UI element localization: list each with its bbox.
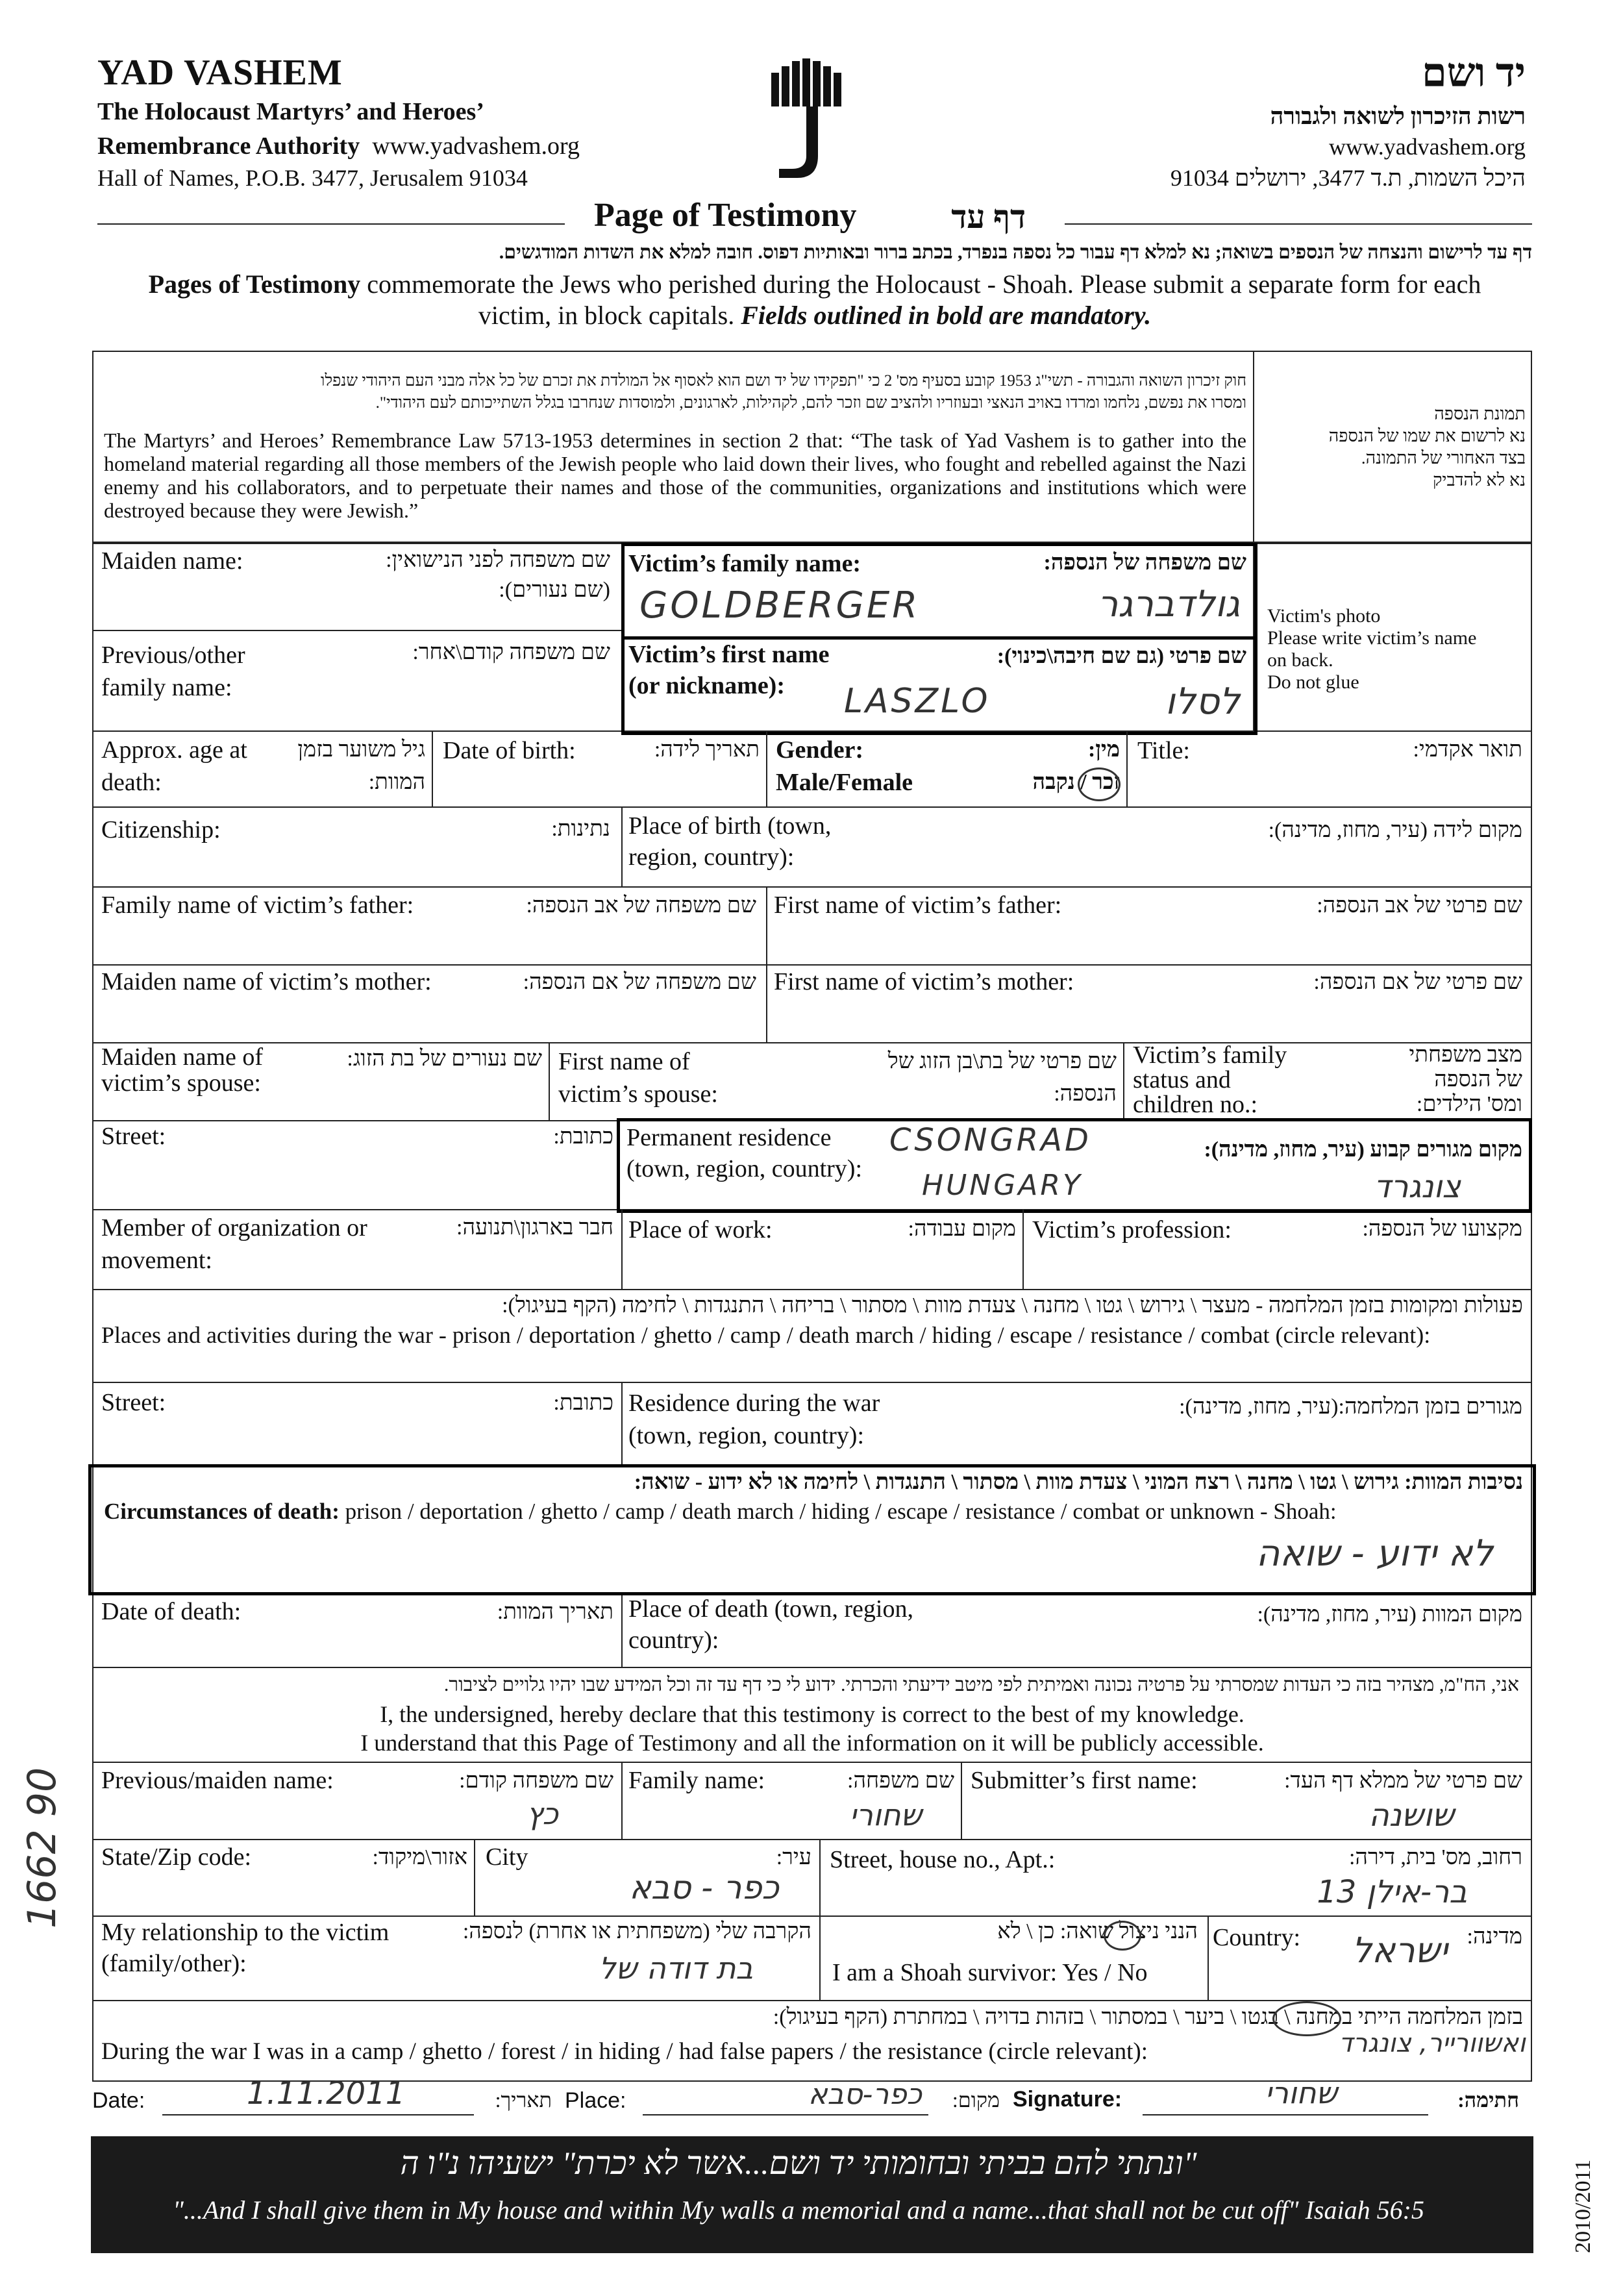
relationship-label: My relationship to the victim (family/other):	[101, 1919, 390, 1977]
org-address-en: Hall of Names, P.O.B. 3477, Jerusalem 91034	[97, 165, 528, 191]
form-title: Page of Testimony	[594, 197, 857, 234]
victim-first-value-he[interactable]: לסלו	[1165, 680, 1240, 723]
street2-label-he: כתובת:	[553, 1391, 613, 1415]
spouse-maiden-label-he: שם נעורים של בת הזוג:	[347, 1047, 542, 1071]
survivor-label-he: הנני ניצול שואה: כן \ לא	[997, 1919, 1198, 1943]
war-residence-label-he: מגורים בזמן המלחמה:(עיר, מחוז, מדינה):	[1179, 1395, 1522, 1419]
relationship-value[interactable]: בת דודה של	[599, 1951, 753, 1986]
title-label-he: תואר אקדמי:	[1413, 738, 1522, 762]
dob-label: Date of birth:	[443, 737, 576, 764]
gender-male-circle[interactable]	[1078, 767, 1121, 801]
date-label-he: תאריך:	[495, 2088, 552, 2112]
rule	[766, 730, 767, 806]
place-label: Place:	[565, 2088, 626, 2113]
rule	[92, 886, 1532, 888]
yad-vashem-logo	[766, 58, 844, 182]
maiden-name-label-he2: (שם נעורים):	[499, 578, 610, 602]
profession-label-he: מקצועו של הנספה:	[1362, 1217, 1522, 1241]
mother-first-label-he: שם פרטי של אם הנספה:	[1313, 970, 1522, 994]
victim-first-label-he: שם פרטי (גם שם חיבה\כינוי):	[997, 644, 1246, 668]
victim-first-value[interactable]: LASZLO	[844, 682, 991, 721]
signature-line	[1143, 2114, 1428, 2115]
perm-residence-label: Permanent residence (town, region, country):	[626, 1124, 863, 1182]
rule	[474, 1839, 475, 1915]
dob-label-he: תאריך לידה:	[654, 738, 760, 762]
victim-family-label: Victim’s family name:	[628, 550, 861, 577]
rule	[92, 1042, 1532, 1043]
rule	[621, 1762, 623, 1839]
father-first-label-he: שם פרטי של אב הנספה:	[1317, 893, 1522, 917]
family-status-label: Victim’s family status and children no.:	[1133, 1042, 1287, 1118]
footer-quote-he: "ונתתי להם בביתי ובחומותי יד ושם...אשר לא יכרת" ישעיהו נ"ו ה	[400, 2145, 1197, 2181]
rule	[819, 1839, 821, 1915]
org-name-he: יד ושם	[1421, 51, 1526, 95]
member-label: Member of organization or movement:	[101, 1214, 367, 1274]
street-apt-value[interactable]: בר-אילן 13	[1317, 1874, 1467, 1910]
survivor-yes-circle[interactable]	[1104, 1921, 1141, 1951]
death-circumstances-label: Circumstances of death: prison / deportation / ghetto / camp / death march / hiding / escape / resistance / combat or unknown - Shoah:	[104, 1499, 1337, 1524]
country-label: Country:	[1213, 1924, 1301, 1951]
maiden-name-label-he: שם משפחה לפני הנישואין:	[386, 548, 610, 572]
victim-family-value-he[interactable]: גולדברגר	[1097, 583, 1240, 625]
date-label: Date:	[92, 2088, 145, 2113]
margin-reference-number: 1662 90	[19, 1767, 65, 1928]
spouse-maiden-label: Maiden name of victim’s spouse:	[101, 1043, 264, 1097]
org-subtitle-he: רשות הזיכרון לשואה ולגבורה	[1270, 103, 1526, 129]
father-first-label: First name of victim’s father:	[774, 892, 1062, 919]
relationship-label-he: הקרבה שלי (משפחתית או אחרת) לנספה:	[462, 1919, 811, 1943]
photo-instructions-en: Victim's photo Please write victim’s name on back. Do not glue	[1267, 605, 1477, 693]
gender-label-he: מין: זכר / נקבה	[1032, 738, 1120, 794]
rule	[92, 1839, 1532, 1840]
rule	[621, 1209, 623, 1289]
death-circumstances-label-he: נסיבות המוות: גירוש \ גטו \ מחנה \ רצח המוני \ צעדת מוות \ מסתור \ התנגדות \ לחימה או לא ידוע - שואה:	[634, 1470, 1523, 1494]
victim-first-label: Victim’s first name (or nickname):	[628, 641, 830, 699]
form-title-he: דף עד	[951, 199, 1026, 235]
age-label: Approx. age at death:	[101, 736, 247, 796]
perm-residence-value-2[interactable]: HUNGARY	[922, 1169, 1083, 1202]
city-label-he: עיר:	[776, 1845, 811, 1869]
street-label-he: כתובת:	[553, 1125, 613, 1149]
victim-family-value[interactable]: GOLDBERGER	[639, 584, 921, 627]
perm-residence-value-1[interactable]: CSONGRAD	[889, 1122, 1091, 1158]
age-label-he: גיל משוער בזמן המוות:	[297, 738, 425, 794]
declaration-en: I, the undersigned, hereby declare that this testimony is correct to the best of my knowledge. I understand that this Page of Testimony and all the information on it will be publicly accessible.	[360, 1701, 1264, 1756]
intro-en: Pages of Testimony commemorate the Jews who perished during the Holocaust - Shoah. Please submit a separate form for each victim, in block capitals. Fields outlined in bold are mandatory.	[148, 269, 1481, 330]
war-location-label-he: בזמן המלחמה הייתי במחנה \ בגטו \ ביער \ במסתור \ בזהות בדויה \ במחתרת (הקף בעיגול):	[773, 2005, 1523, 2029]
maiden-name-label: Maiden name:	[101, 547, 243, 575]
country-value[interactable]: ישראל	[1352, 1930, 1448, 1971]
place-label-he: מקום:	[952, 2088, 1000, 2112]
survivor-label: I am a Shoah survivor: Yes / No	[832, 1959, 1148, 1986]
father-family-label: Family name of victim’s father:	[101, 892, 414, 919]
street-label: Street:	[101, 1123, 166, 1150]
rule	[92, 630, 621, 631]
gender-label: Gender: Male/Female	[776, 736, 913, 796]
submitter-prev-label-he: שם משפחה קודם:	[459, 1769, 613, 1793]
death-circumstances-value[interactable]: לא ידוע - שואה	[1256, 1532, 1493, 1575]
rule	[92, 806, 1532, 808]
signature-label-he: חתימה:	[1457, 2088, 1519, 2112]
rule	[819, 1915, 821, 2000]
photo-instructions-he: תמונת הנספה נא לרשום את שמו של הנספה בצד האחורי של התמונה. נא לא להדביק	[1328, 404, 1526, 490]
submitter-family-value[interactable]: שחורי	[849, 1797, 922, 1832]
work-label: Place of work:	[628, 1216, 773, 1243]
war-places-label-he: פעולות ומקומות בזמן המלחמה - מעצר \ גירוש \ גטו \ מחנה \ צעדת מוות \ מסתור \ בריחה \ התנגדות \ לחימה (הקף בעיגול):	[502, 1293, 1523, 1317]
perm-residence-value-he[interactable]: צונגרד	[1374, 1169, 1461, 1205]
family-status-label-he: מצב משפחתי של הנספה ומס' הילדים:	[1409, 1043, 1522, 1116]
rule	[432, 730, 433, 806]
mother-maiden-label-he: שם משפחה של אם הנספה:	[523, 970, 756, 994]
street-apt-label: Street, house no., Apt.:	[830, 1846, 1056, 1873]
submitter-family-label-he: שם משפחה:	[847, 1769, 954, 1793]
rule	[766, 886, 767, 1042]
rule	[92, 1762, 1532, 1763]
place-value[interactable]: כפר-סבא	[808, 2078, 922, 2111]
org-web-he: www.yadvashem.org	[1329, 134, 1526, 160]
signature-label: Signature:	[1013, 2087, 1122, 2112]
rule	[92, 964, 1532, 966]
submitter-first-label: Submitter’s first name:	[971, 1767, 1198, 1794]
submitter-family-label: Family name:	[628, 1767, 765, 1794]
org-address-he: היכל השמות, ת.ד 3477, ירושלים 91034	[1170, 165, 1526, 191]
prev-family-label: Previous/other family name:	[101, 642, 245, 701]
country-label-he: מדינה:	[1467, 1925, 1522, 1949]
footer-quote-en: "...And I shall give them in My house and within My walls a memorial and a name...that shall not be cut off" Isaiah 56:5	[173, 2195, 1424, 2225]
title-label: Title:	[1137, 737, 1190, 764]
war-location-label: During the war I was in a camp / ghetto / forest / in hiding / had false papers / the resistance (circle relevant):	[101, 2038, 1148, 2065]
perm-residence-label-he: מקום מגורים קבוע (עיר, מחוז, מדינה):	[1204, 1138, 1522, 1162]
city-value[interactable]: כפר - סבא	[629, 1869, 779, 1906]
profession-label: Victim’s profession:	[1032, 1216, 1232, 1243]
rule	[92, 2000, 1532, 2001]
street2-label: Street:	[101, 1389, 166, 1416]
form-version: 2010/2011	[1571, 2159, 1595, 2253]
rule	[961, 1762, 962, 1839]
victim-family-label-he: שם משפחה של הנספה:	[1043, 551, 1246, 575]
rule	[1126, 730, 1128, 806]
street-apt-label-he: רחוב, מס' בית, דירה:	[1348, 1845, 1522, 1869]
org-name-en: YAD VASHEM	[97, 53, 343, 93]
work-label-he: מקום עבודה:	[908, 1217, 1016, 1241]
death-date-label: Date of death:	[101, 1598, 242, 1625]
death-date-label-he: תאריך המוות:	[497, 1600, 613, 1624]
pob-label: Place of birth (town, region, country):	[628, 812, 832, 871]
war-residence-label: Residence during the war (town, region, country):	[628, 1390, 880, 1449]
citizenship-label-he: נתינות:	[551, 817, 610, 841]
rule	[1022, 1209, 1024, 1289]
death-place-label-he: מקום המוות (עיר, מחוז, מדינה):	[1257, 1603, 1522, 1627]
mother-first-label: First name of victim’s mother:	[774, 968, 1074, 995]
org-subtitle-en: The Holocaust Martyrs’ and Heroes’	[97, 98, 484, 125]
rule	[621, 806, 623, 886]
date-line	[162, 2114, 474, 2115]
intro-he: דף עד לרישום והנצחה של הנספים בשואה; נא למלא דף עבור כל נספה בנפרד, בכתב ברור ובאותיות דפוס. חובה למלא את השדות המודגשים.	[499, 242, 1532, 263]
rule	[92, 1382, 1532, 1383]
place-line	[643, 2114, 928, 2115]
rule	[1208, 1915, 1209, 2000]
submitter-first-value[interactable]: שושנה	[1368, 1797, 1454, 1834]
pob-label-he: מקום לידה (עיר, מחוז, מדינה):	[1268, 818, 1522, 842]
father-family-label-he: שם משפחה של אב הנספה:	[526, 893, 756, 917]
spouse-first-label: First name of victim’s spouse:	[558, 1048, 718, 1108]
org-authority-en: Remembrance Authority www.yadvashem.org	[97, 132, 580, 160]
law-text-he: חוק זיכרון השואה והגבורה - תשי"ג 1953 קובע בסעיף מס' 2 כי "תפקידו של יד ושם הוא לאסוף אל המולדת את זכרם של כל אלה מבני העם היהודי שנפלו ומסרו את נפשם, נלחמו ומרדו באויב הנאצי ובעוזריו ולהציב שם וזכר להם, לקהילות, לארגונים, ולמוסדות שנחרבו בגלל השתייכותם לעם היהודי".	[321, 372, 1246, 412]
prev-family-label-he: שם משפחה קודם\אחר:	[412, 640, 610, 664]
law-divider	[1253, 351, 1254, 543]
declaration-he: אני, הח"מ, מצהיר בזה כי העדות שמסרתי על פרטיה נכונה ואמיתית לפי מיטב ידיעתי והכרתי. ידוע לי כי דף עד זה וכל המידע שבו יהיו גלויים לציבור.	[443, 1674, 1519, 1695]
death-place-label: Place of death (town, region, country):	[628, 1595, 913, 1654]
zip-label: State/Zip code:	[101, 1843, 252, 1871]
header-rule-right	[1065, 223, 1532, 225]
zip-label-he: אזור\מיקוד:	[372, 1845, 467, 1869]
law-text-en: The Martyrs’ and Heroes’ Remembrance Law 5713-1953 determines in section 2 that: “The task of Yad Vashem is to gather into the homeland material regarding all those members of the Jewish people who laid down their lives, who fought and rebelled against the Nazi enemy and his collaborators, and to perpetuate their names and those of the communities, organizations and institutions which were destroyed because they were Jewish.”	[104, 429, 1246, 522]
member-label-he: חבר בארגון\תנועה:	[456, 1216, 613, 1240]
date-value[interactable]: 1.11.2011	[247, 2075, 406, 2112]
submitter-prev-label: Previous/maiden name:	[101, 1767, 334, 1794]
city-label: City	[486, 1843, 528, 1871]
war-places-label: Places and activities during the war - prison / deportation / ghetto / camp / death march / hiding / escape / resistance / combat (circle relevant):	[101, 1322, 1431, 1348]
mother-maiden-label: Maiden name of victim’s mother:	[101, 968, 432, 995]
rule	[1123, 1042, 1124, 1120]
citizenship-label: Citizenship:	[101, 816, 221, 843]
rule	[621, 1382, 623, 1464]
signature-value[interactable]: שחורי	[1265, 2075, 1337, 2110]
war-location-value[interactable]: ואשוורייר, צונגרד	[1339, 2028, 1526, 2058]
rule	[621, 1595, 623, 1667]
submitter-prev-value[interactable]: כץ	[526, 1796, 558, 1831]
rule	[549, 1042, 550, 1120]
rule	[92, 1667, 1532, 1668]
header-rule-left	[97, 223, 565, 225]
submitter-first-label-he: שם פרטי של ממלא דף העד:	[1284, 1769, 1522, 1793]
spouse-first-label-he: שם פרטי של בת\בן הזוג של הנספה:	[887, 1049, 1117, 1106]
rule	[92, 1289, 1532, 1290]
